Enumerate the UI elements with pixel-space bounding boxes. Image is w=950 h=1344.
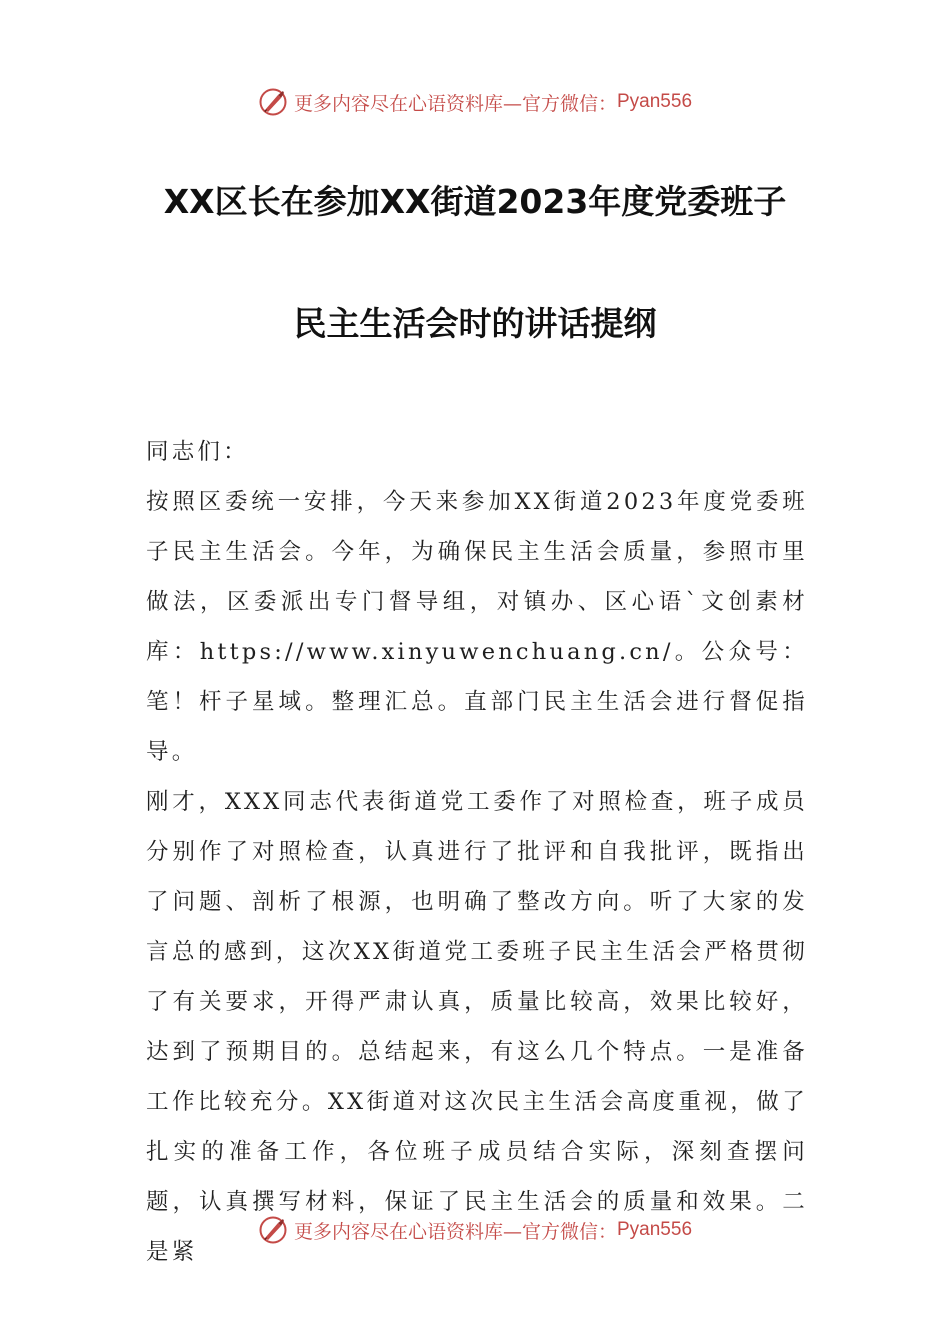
banner-text: 更多内容尽在心语资料库—官方微信：: [293, 92, 617, 115]
header-watermark-banner: [0, 80, 950, 124]
banner-wechat-id: Pyan556: [617, 1219, 693, 1240]
document-title-line-2: 民主生活会时的讲话提纲: [293, 304, 657, 343]
salutation: 同志们：: [146, 439, 249, 465]
footer-watermark-banner: [0, 1208, 950, 1252]
quill-pen-logo-icon: [258, 87, 288, 117]
quill-pen-logo-icon: [258, 1215, 288, 1245]
document-body: [146, 427, 808, 1277]
banner-text: 更多内容尽在心语资料库—官方微信：: [293, 1220, 617, 1243]
banner-wechat-id: Pyan556: [617, 91, 693, 112]
body-paragraph: 按照区委统一安排，今天来参加XX街道2023年度党委班子民主生活会。今年，为确保民主生活会质量，参照市里做法，区委派出专门督导组，对镇办、区心语`文创素材库：https://www.xinyuwenchuang.cn/。公众号：笔！杆子星域。整理汇总。直部门民主生活会进行督促指导。: [146, 489, 808, 765]
body-paragraph: 刚才，XXX同志代表街道党工委作了对照检查，班子成员分别作了对照检查，认真进行了批评和自我批评，既指出了问题、剖析了根源，也明确了整改方向。听了大家的发言总的感到，这次XX街道党工委班子民主生活会严格贯彻了有关要求，开得严肃认真，质量比较高，效果比较好，达到了预期目的。总结起来，有这么几个特点。一是准备工作比较充分。XX街道对这次民主生活会高度重视，做了扎实的准备工作，各位班子成员结合实际，深刻查摆问题，认真撰写材料，保证了民主生活会的质量和效果。二是紧: [146, 789, 808, 1265]
document-title-line-1: XX区长在参加XX街道2023年度党委班子: [163, 182, 787, 221]
